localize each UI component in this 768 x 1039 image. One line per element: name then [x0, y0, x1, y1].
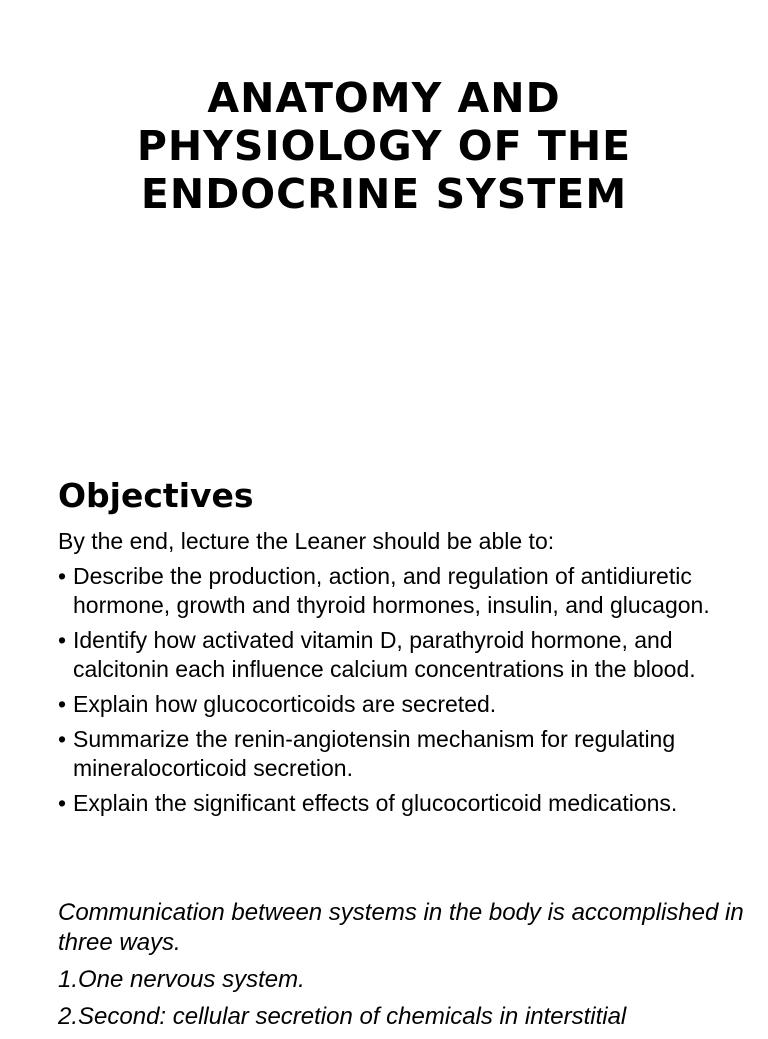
communication-point: 1.One nervous system.	[58, 966, 305, 993]
slide-title	[0, 74, 768, 218]
communication-point: 2.Second: cellular secretion of chemicals in interstitial	[58, 1003, 627, 1030]
objectives-intro: By the end, lecture the Leaner should be able to:	[58, 528, 555, 554]
objective-item: • Identify how activated vitamin D, parathyroid hormone, and calcitonin each influence calcium concentrations in the blood.	[58, 626, 758, 684]
objective-item: • Explain how glucocorticoids are secreted.	[58, 690, 758, 719]
title-line-2: PHYSIOLOGY OF THE	[136, 122, 632, 170]
objectives-heading: Objectives	[58, 476, 254, 515]
title-line-1: ANATOMY AND	[207, 74, 561, 122]
title-line-3: ENDOCRINE SYSTEM	[140, 170, 628, 218]
objective-item: • Summarize the renin-angiotensin mechanism for regulating mineralocorticoid secretion.	[58, 725, 758, 783]
objectives-list	[58, 562, 758, 824]
communication-section	[58, 898, 758, 1039]
objective-item: • Describe the production, action, and regulation of antidiuretic hormone, growth and thyroid hormones, insulin, and glucagon.	[58, 562, 758, 620]
objective-item: • Explain the significant effects of glucocorticoid medications.	[58, 789, 758, 818]
communication-intro: Communication between systems in the body is accomplished in three ways.	[58, 899, 744, 956]
